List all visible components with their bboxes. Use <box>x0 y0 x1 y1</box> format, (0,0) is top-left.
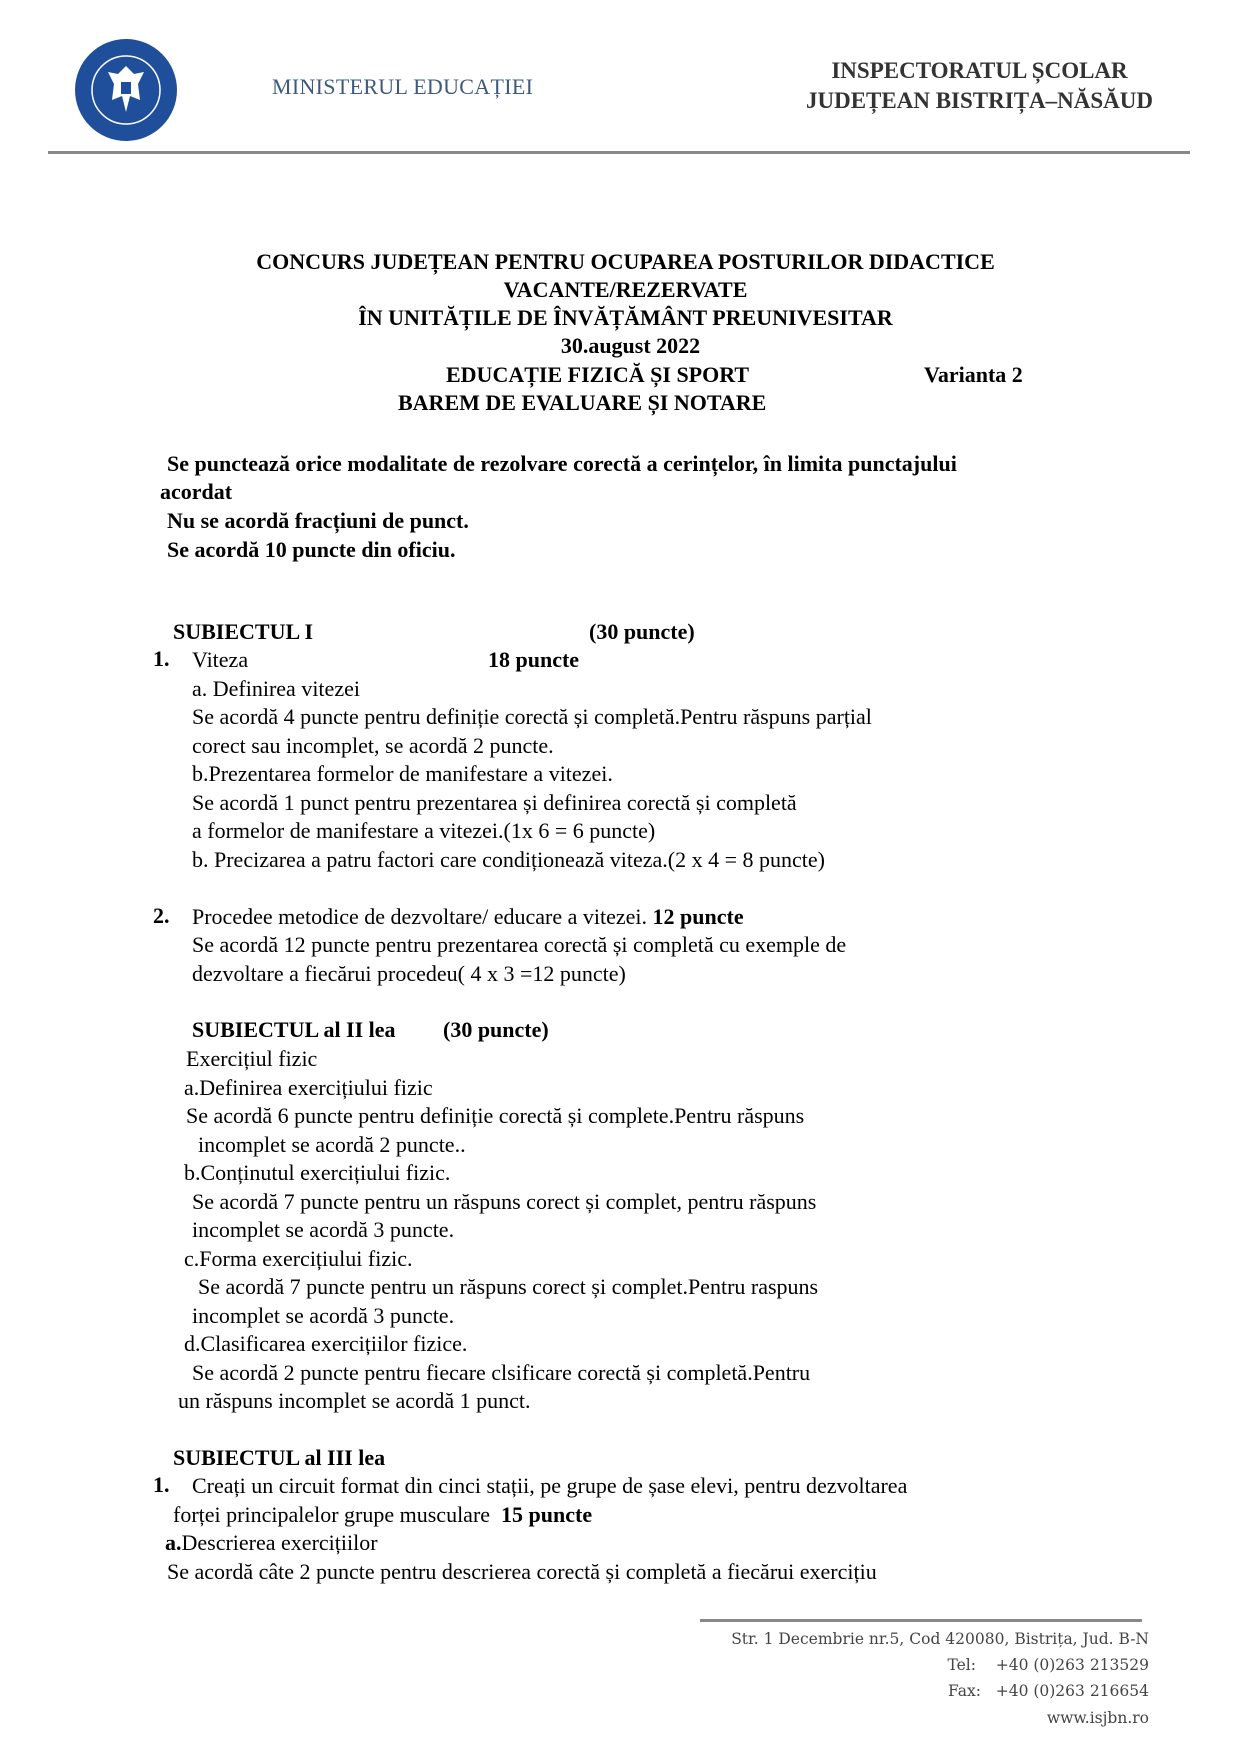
q2-title-text: Procedee metodice de dezvoltare/ educare a vitezei. <box>192 904 648 929</box>
s3-q1-line1: Creați un circuit format din cinci stații, pe grupe de șase elevi, pentru dezvoltarea <box>192 1473 908 1498</box>
instruction-line1b: acordat <box>160 479 233 504</box>
s3-a-label: a. <box>165 1530 182 1555</box>
footer-tel-number: +40 (0)263 213529 <box>995 1656 1149 1674</box>
q1-points: 18 puncte <box>488 647 580 672</box>
subject2-line: incomplet se acordă 2 puncte.. <box>198 1132 466 1157</box>
footer-website[interactable]: www.isjbn.ro <box>1046 1709 1149 1727</box>
document-title <box>0 248 1241 360</box>
subject2-line: incomplet se acordă 3 puncte. <box>192 1303 455 1328</box>
q1-line: b. Precizarea a patru factori care condiționează viteza.(2 x 4 = 8 puncte) <box>192 847 825 872</box>
inspectorate-name <box>806 56 1153 116</box>
q1-line: a formelor de manifestare a vitezei.(1x 6 = 6 puncte) <box>192 818 656 843</box>
subject1-heading: SUBIECTUL I <box>173 619 314 644</box>
variant-label: Varianta 2 <box>924 362 1023 387</box>
q2-number: 2. <box>153 903 170 928</box>
subject2-line: Se acordă 7 puncte pentru un răspuns corect și complet, pentru răspuns <box>192 1189 817 1214</box>
q1-number: 1. <box>153 646 170 671</box>
subject2-heading: SUBIECTUL al II lea <box>192 1017 396 1042</box>
s3-q1-points: 15 puncte <box>501 1502 593 1527</box>
subject2-line: Exercițiul fizic <box>186 1046 318 1071</box>
subject2-line: a.Definirea exercițiului fizic <box>184 1075 433 1100</box>
footer-tel-label: Tel: <box>947 1656 976 1674</box>
instruction-line1: Se punctează orice modalitate de rezolvare corectă a cerințelor, în limita punctajului <box>167 451 957 476</box>
title-line3: ÎN UNITĂȚILE DE ÎNVĂȚĂMÂNT PREUNIVESITAR <box>358 305 893 330</box>
footer-fax <box>948 1682 1149 1700</box>
barem-title: BAREM DE EVALUARE ȘI NOTARE <box>398 390 767 415</box>
s3-q1-number: 1. <box>153 1472 170 1497</box>
subject2-line: b.Conținutul exercițiului fizic. <box>184 1160 451 1185</box>
subject1-points: (30 puncte) <box>589 619 695 644</box>
subject2-line: d.Clasificarea exercițiilor fizice. <box>184 1331 468 1356</box>
instruction-line2: Nu se acordă fracțiuni de punct. <box>167 508 469 533</box>
subject2-line: un răspuns incomplet se acordă 1 punct. <box>178 1388 531 1413</box>
s3-a-text: Descrierea exercițiilor <box>181 1530 378 1555</box>
instruction-line3: Se acordă 10 puncte din oficiu. <box>167 537 456 562</box>
s3-a-line <box>165 1529 378 1558</box>
title-line1: CONCURS JUDEȚEAN PENTRU OCUPAREA POSTURILOR DIDACTICE <box>256 249 995 274</box>
footer-fax-number: +40 (0)263 216654 <box>995 1682 1149 1700</box>
footer-address: Str. 1 Decembrie nr.5, Cod 420080, Bistrița, Jud. B-N <box>731 1630 1149 1648</box>
footer-tel <box>948 1656 1150 1674</box>
q1-title: Viteza <box>192 647 249 672</box>
subject3-heading: SUBIECTUL al III lea <box>173 1445 386 1470</box>
q2-title <box>192 903 744 932</box>
subject-name: EDUCAȚIE FIZICĂ ȘI SPORT <box>446 362 750 387</box>
subject2-line: incomplet se acordă 3 puncte. <box>192 1217 455 1242</box>
q1-line: Se acordă 4 puncte pentru definiție corectă și completă.Pentru răspuns parțial <box>192 704 872 729</box>
q2-line: Se acordă 12 puncte pentru prezentarea corectă și completă cu exemple de <box>192 932 847 957</box>
inspectorate-line1: INSPECTORATUL ȘCOLAR <box>831 58 1128 83</box>
subject2-line: c.Forma exercițiului fizic. <box>184 1246 413 1271</box>
ministry-name: MINISTERUL EDUCAȚIEI <box>272 74 534 99</box>
subject2-line: Se acordă 7 puncte pentru un răspuns corect și complet.Pentru raspuns <box>198 1274 819 1299</box>
title-line2: VACANTE/REZERVATE <box>503 277 748 302</box>
q1-line: Se acordă 1 punct pentru prezentarea și definirea corectă și completă <box>192 790 797 815</box>
government-logo <box>74 38 178 142</box>
q1-line: corect sau incomplet, se acordă 2 puncte. <box>192 733 554 758</box>
q1-line: a. Definirea vitezei <box>192 676 360 701</box>
inspectorate-line2: JUDEȚEAN BISTRIȚA–NĂSĂUD <box>806 88 1153 113</box>
q1-line: b.Prezentarea formelor de manifestare a vitezei. <box>192 761 613 786</box>
header-divider <box>48 151 1190 154</box>
s3-last-line: Se acordă câte 2 puncte pentru descrierea corectă și completă a fiecărui exercițiu <box>167 1559 877 1584</box>
subject2-points: (30 puncte) <box>443 1017 549 1042</box>
s3-q1-line2 <box>173 1501 592 1530</box>
subject2-line: Se acordă 2 puncte pentru fiecare clsificare corectă și completă.Pentru <box>192 1360 811 1385</box>
q2-line: dezvoltare a fiecărui procedeu( 4 x 3 =12 puncte) <box>192 961 626 986</box>
exam-date: 30.august 2022 <box>560 333 701 358</box>
footer-fax-label: Fax: <box>948 1682 981 1700</box>
s3-q1-line2-text: forței principalelor grupe musculare <box>173 1502 491 1527</box>
q2-points: 12 puncte <box>652 904 744 929</box>
subject2-line: Se acordă 6 puncte pentru definiție corectă și complete.Pentru răspuns <box>186 1103 805 1128</box>
footer-divider <box>700 1619 1142 1622</box>
